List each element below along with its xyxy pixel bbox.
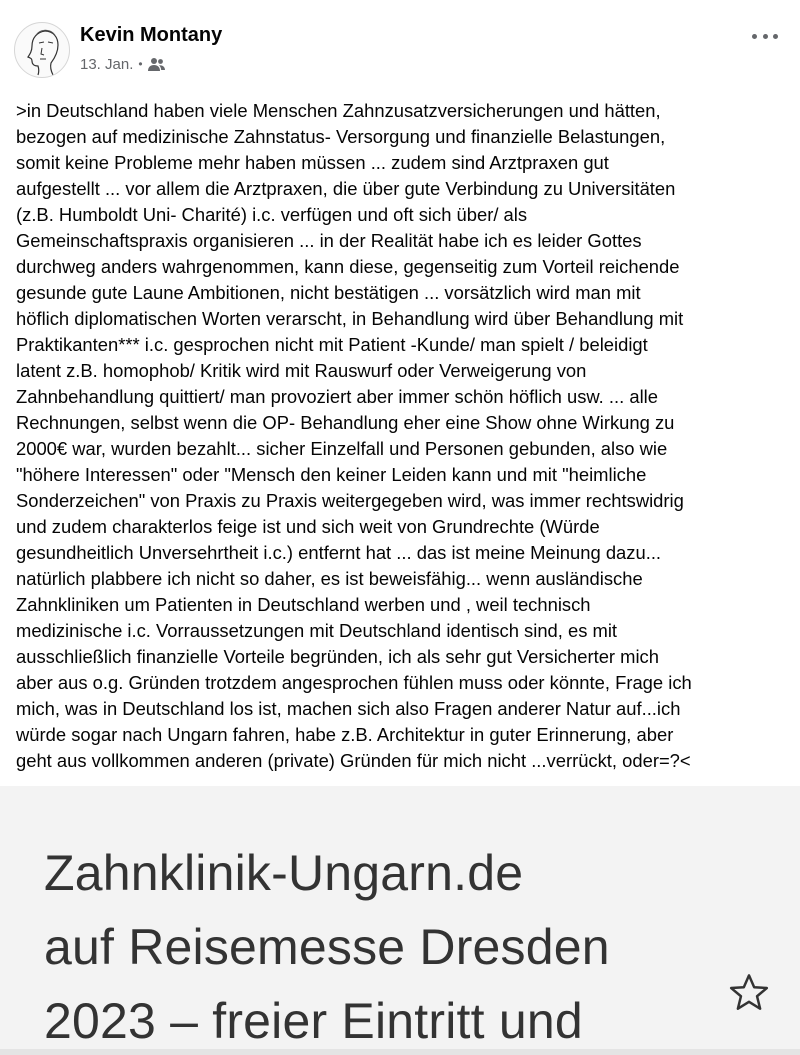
post-date[interactable]: 13. Jan. — [80, 55, 134, 73]
post-text: >in Deutschland haben viele Menschen Zahnzusatzversicherungen und hätten, bezogen auf medizinische Zahnstatus- Versorgung und finanzielle Belastungen, somit keine Probleme mehr haben müssen ... zudem sind Arztpraxen gut aufgestellt ... vor allem die Arztpraxen, die über gute Verbindung zu Universitäten (z.B. Humboldt Uni- Charité) i.c. verfügen und oft sich über/ als Gemeinschaftspraxis organisieren ... in der Realität habe ich es leider Gottes durchweg anders wahrgenommen, kann diese, gegenseitig zum Vorteil reichende gesunde gute Laune Ambitionen, nicht bestätigen ... vorsätzlich wird man mit höflich diplomatischen Worten verarscht, in Behandlung wird über Behandlung mit Praktikanten*** i.c. gesprochen nicht mit Patient -Kunde/ man spielt / beleidigt latent z.B. homophob/ Kritik wird mit Rauswurf oder Verweigerung von Zahnbehandlung quittiert/ man provoziert aber immer schön höflich usw. ... alle Rechnungen, selbst wenn die OP- Behandlung eher eine Show ohne Wirkung zu 2000€ war, wurden bezahlt... sicher Einzelfall und Personen gebunden, also wie "höhere Interessen" oder "Mensch den keiner Leiden kann und mit "heimliche Sonderzeichen" von Praxis zu Praxis weitergegeben wird, was immer rechtswidrig und zudem charakterlos feige ist und sich weit von Grundrechte (Würde gesundheitlich Unversehrtheit i.c.) entfernt hat ... das ist meine Meinung dazu... natürlich plabbere ich nicht so daher, es ist beweisfähig... wenn ausländische Zahnkliniken um Patienten in Deutschland werben und , weil technisch medizinische i.c. Vorraussetzungen mit Deutschland identisch sind, es mit ausschließlich finanzielle Vorteile begründen, ich als sehr gut Versicherter mich aber aus o.g. Gründen trotzdem angesprochen fühlen muss oder könnte, Frage ich mich, was in Deutschland los ist, machen sich also Fragen anderer Natur auf...ich würde sogar nach Ungarn fahren, habe z.B. Architektur in guter Erinnerung, aber geht aus vollkommen anderen (private) Gründen für mich nicht ...verrückt, oder=?< — [16, 100, 692, 771]
more-options-icon[interactable] — [752, 26, 778, 46]
avatar-sketch-icon — [15, 23, 70, 78]
meta-separator: • — [138, 57, 143, 71]
author-name[interactable]: Kevin Montany — [80, 24, 223, 46]
post-meta — [80, 54, 165, 74]
more-dot — [773, 34, 778, 39]
more-dot — [763, 34, 768, 39]
link-preview[interactable] — [0, 786, 800, 1055]
link-preview-headline: Zahnklinik-Ungarn.de auf Reisemesse Dresden 2023 – freier Eintritt und — [44, 845, 610, 1049]
post-header — [0, 0, 800, 88]
bottom-scroll-bar — [0, 1049, 800, 1055]
author-avatar[interactable] — [14, 22, 70, 78]
star-outline-icon[interactable] — [726, 970, 772, 1016]
friends-icon[interactable] — [148, 57, 165, 72]
more-dot — [752, 34, 757, 39]
